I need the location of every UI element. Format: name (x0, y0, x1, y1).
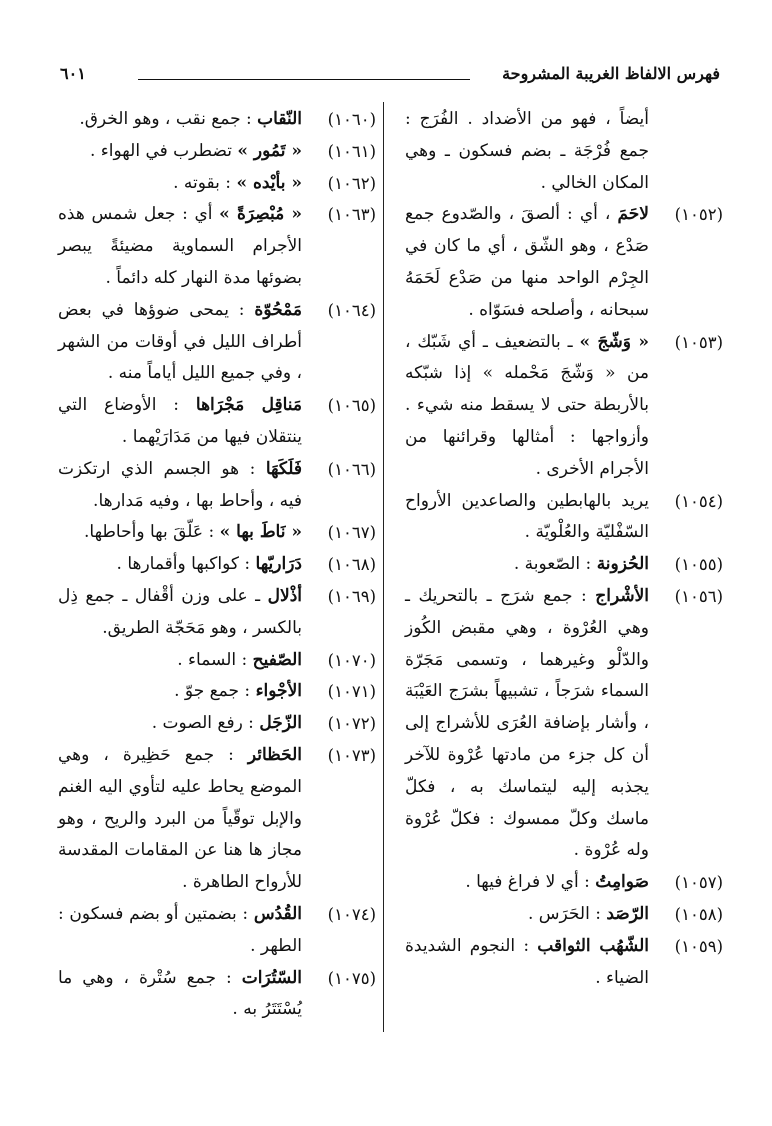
glossary-entry (58, 390, 376, 454)
glossary-entry (58, 136, 376, 168)
entry-number: (١٠٧٤) (327, 904, 376, 924)
glossary-entry (58, 676, 376, 708)
entry-body (58, 168, 302, 200)
entry-number: (١٠٦٣) (327, 205, 376, 225)
entry-number: (١٠٦٤) (327, 300, 376, 320)
entry-text: : الحَرَس . (527, 903, 601, 924)
entry-text: : جمع حَظِيرة ، وهي الموضع يحاط عليه لتأوي اليه الغنم والإبل توقّياً من البرد والريح ، وهو مجاز ها هنا عن المقامات المقدسة للأرواح الطاهرة . (58, 744, 302, 893)
entry-text: : رفع الصوت . (151, 713, 254, 734)
entry-number: (١٠٧٢) (327, 714, 376, 734)
entry-number: (١٠٥٤) (674, 491, 723, 511)
entry-term: الزّجَل (259, 713, 302, 734)
entry-text: : أي لا فراغ فيها . (465, 872, 590, 893)
entry-body (405, 486, 649, 550)
entry-body (58, 295, 302, 390)
entry-text: : جمع سُتْرة ، وهي ما يُسْتَتَرُ به . (58, 967, 302, 1020)
entry-body (58, 581, 302, 645)
glossary-entry (58, 581, 376, 645)
entry-term: السّتُرَات (241, 967, 302, 988)
entry-number: (١٠٥٧) (674, 873, 723, 893)
glossary-entry (58, 645, 376, 677)
entry-body (58, 517, 302, 549)
entry-number: (١٠٦٩) (327, 586, 376, 606)
entry-text: تضطرب في الهواء . (90, 140, 232, 161)
glossary-entry (405, 104, 723, 199)
entry-number: (١٠٥٩) (674, 936, 723, 956)
entry-body (58, 708, 302, 740)
entry-text: : بضمتين أو بضم فسكون : الطهر . (58, 903, 302, 956)
entry-term: الرّصَد (606, 903, 649, 924)
entry-term: أذْلال (267, 585, 303, 606)
entry-text: يريد بالهابطين والصاعدين الأرواح السّفْليّة والعُلْويّة . (405, 490, 649, 543)
page-number: ٦٠١ (60, 64, 86, 83)
entry-term: الصّفيح (252, 649, 302, 670)
entry-number: (١٠٦٧) (327, 523, 376, 543)
entry-term: « نَاطَ بها » (219, 522, 302, 543)
entry-number: (١٠٦٠) (327, 110, 376, 129)
glossary-entry (405, 199, 723, 326)
glossary-entry (58, 899, 376, 963)
entry-term: الحَظائر (247, 744, 302, 765)
entry-body (58, 676, 302, 708)
entry-number: (١٠٧٥) (327, 968, 376, 988)
glossary-entry (58, 104, 376, 136)
entry-number: (١٠٧١) (327, 682, 376, 702)
entry-body (405, 327, 649, 486)
entry-term: الأجْواء (255, 681, 302, 702)
glossary-entry (405, 327, 723, 486)
glossary-entry (405, 486, 723, 550)
entry-text: أي : جعل شمس هذه الأجرام السماوية مضيئةً يبصر بضوئها مدة النهار كله دائماً . (58, 204, 302, 288)
glossary-entry (58, 199, 376, 294)
glossary-entry (405, 581, 723, 867)
glossary-entry (58, 295, 376, 390)
entry-term: مَناقِل مَجْرَاها (195, 395, 303, 416)
entry-term: القُدُس (253, 903, 302, 924)
entry-text: : كواكبها وأقمارها . (116, 554, 251, 575)
entry-text: ـ على وزن أقْفال ـ جمع ذِل بالكسر ، وهو مَحَجّة الطريق. (58, 585, 302, 638)
entry-text: أيضاً ، فهو من الأضداد . الفُرَج : جمع فُرْجَة ـ بضم فسكون ـ وهي المكان الخالي . (405, 109, 649, 193)
glossary-entry (405, 899, 723, 931)
entry-number: (١٠٧٠) (327, 650, 376, 670)
entry-term: مَمْحُوّة (254, 299, 303, 320)
left-column (58, 104, 376, 1026)
entry-text: : جمع شرَج ـ بالتحريك ـ وهي العُرْوة ، وهي مقبض الكُوز والدّلْو وغيرهما ، وتسمى مَجَرّة السماء شرَجاً ، تشبيهاً بشرَج العَيْبَة ، وأشار بإضافة العُرَى للأشراج إلى أن كل جزء من مادتها عُرْوة للآخر يجذبه إليه ليتماسك به ، فكلّ ماسك وكلّ ممسوك : فكلّ عُرْوة وله عُرْوة . (405, 585, 649, 861)
entry-number: (١٠٦٢) (327, 173, 376, 193)
entry-body (405, 581, 649, 867)
entry-body (58, 104, 302, 136)
entry-term: « بأيْده » (236, 172, 302, 193)
entry-term: « تَمُور » (237, 140, 302, 161)
glossary-entry (405, 549, 723, 581)
entry-text: : يمحى ضوؤها في بعض أطراف الليل في أوقات من الشهر ، وفي جميع الليل أياماً منه . (58, 299, 302, 384)
glossary-entry (58, 740, 376, 899)
right-column (405, 104, 723, 994)
entry-text: ، أي : ألصقَ ، والصّدوع جمع صَدْع ، وهو الشّق ، أي ما كان في الجِرْم الواحد منها من صَدْع لَحَمَهُ سبحانه ، وأصلحه فسَوّاه . (405, 204, 649, 320)
entry-term: لاحَمَ (617, 204, 649, 225)
entry-term: دَرَاريّها (255, 554, 302, 575)
entry-body (58, 136, 302, 168)
entry-body (58, 390, 302, 454)
glossary-entry (58, 168, 376, 200)
header-rule (138, 79, 470, 80)
entry-number: (١٠٥٣) (674, 332, 723, 352)
entry-number: (١٠٥٨) (674, 904, 723, 924)
entry-body (58, 549, 302, 581)
entry-number: (١٠٦٨) (327, 555, 376, 575)
entry-term: الشّهُب الثواقب (537, 935, 649, 956)
entry-number: (١٠٦٦) (327, 459, 376, 479)
glossary-entry (58, 517, 376, 549)
entry-number: (١٠٦٥) (327, 396, 376, 416)
entry-text: : النجوم الشديدة الضياء . (405, 935, 649, 988)
entry-text: : بقوته . (173, 172, 232, 193)
entry-body (405, 199, 649, 326)
entry-text: : جمع جوّ . (174, 681, 251, 702)
entry-term: الأشْراج (595, 585, 650, 606)
glossary-entry (58, 454, 376, 518)
entry-body (405, 867, 649, 899)
entry-term: صَوامِتُ (595, 872, 649, 893)
entry-body (58, 740, 302, 899)
entry-text: : جمع نقب ، وهو الخرق. (79, 109, 252, 129)
glossary-entry (58, 549, 376, 581)
entry-number: (١٠٦١) (327, 141, 376, 161)
entry-text: : الأوضاع التي ينتقلان فيها من مَدَارَيْهما . (58, 395, 302, 447)
entry-body (58, 454, 302, 518)
page-header (60, 62, 720, 92)
entry-number: (١٠٥٦) (674, 586, 723, 606)
entry-body (58, 645, 302, 677)
entry-term: « مُبْصِرَةً » (219, 204, 303, 225)
entry-text: : الصّعوبة . (513, 554, 592, 575)
entry-number: (١٠٥٥) (674, 555, 723, 575)
glossary-entry (58, 963, 376, 1027)
entry-body (58, 963, 302, 1027)
entry-body (405, 931, 649, 995)
entry-body (58, 199, 302, 294)
column-divider (383, 102, 384, 1032)
entry-number: (١٠٧٣) (327, 745, 376, 765)
entry-body (405, 899, 649, 931)
entry-text: : عَلّقَ بها وأحاطها. (83, 522, 215, 543)
entry-term: فَلَكَهَا (265, 458, 303, 479)
glossary-entry (58, 708, 376, 740)
entry-term: الحُزونة (596, 554, 649, 575)
entry-term: النّقاب (257, 109, 302, 129)
entry-text: : السماء . (177, 649, 248, 670)
entry-body (58, 899, 302, 963)
glossary-entry (405, 931, 723, 995)
entry-body (405, 104, 649, 199)
entry-text: ـ بالتضعيف ـ أي شَبّك ، من « وَشّجَ مَحْمله » إذا شبّكه بالأربطة حتى لا يسقط منه شيء . وأزواجها : أمثالها وقرائنها من الأجرام الأخرى . (405, 331, 649, 479)
entry-term: « وَشّجَ » (579, 331, 650, 352)
entry-body (405, 549, 649, 581)
glossary-entry (405, 867, 723, 899)
running-title: فهرس الالفاظ الغريبة المشروحة (502, 64, 720, 83)
entry-text: : هو الجسم الذي ارتكزت فيه ، وأحاط بها ، وفيه مَدارها. (58, 458, 302, 511)
entry-number: (١٠٥٢) (674, 205, 723, 225)
